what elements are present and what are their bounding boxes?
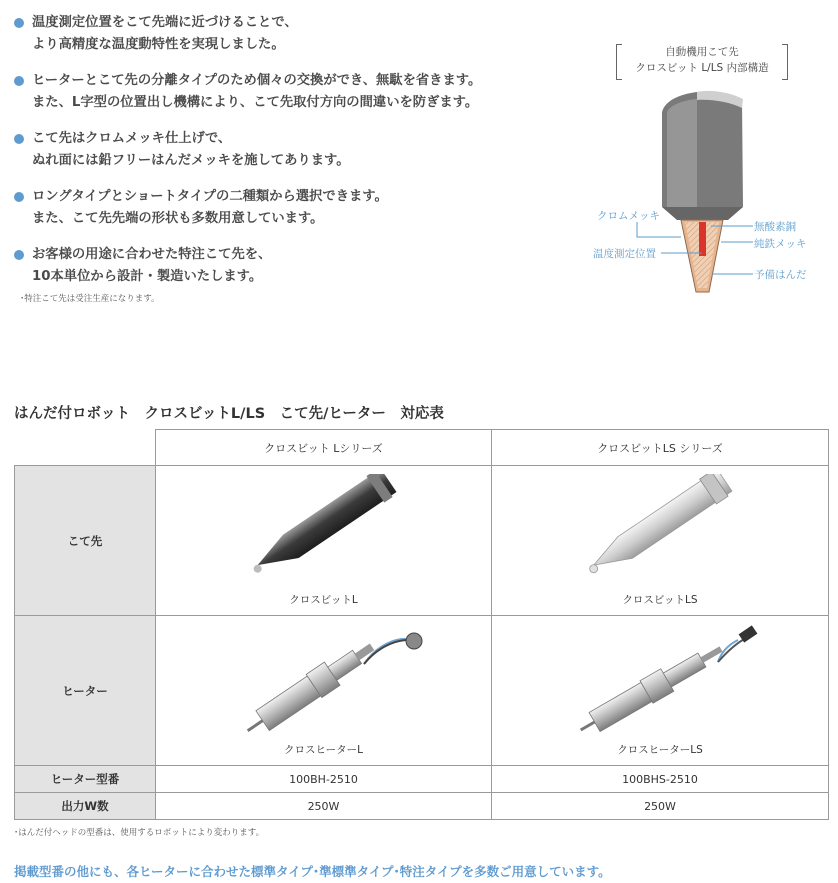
bullet-icon <box>14 76 24 86</box>
corner-cell <box>15 430 156 466</box>
model-ls: 100BHS-2510 <box>492 766 829 793</box>
feature-line: ヒーターとこて先の分離タイプのため個々の交換ができ、無駄を省きます。 <box>32 73 482 88</box>
compatibility-table <box>14 429 829 820</box>
feature-item <box>14 12 574 56</box>
bullet-icon <box>14 18 24 28</box>
table-row <box>15 793 829 820</box>
tip-l-cell <box>156 466 492 616</box>
sleeve-highlight <box>667 99 697 207</box>
tip-l-image <box>214 474 434 574</box>
feature-item <box>14 70 574 114</box>
heater-l-cell <box>156 616 492 766</box>
feature-line: こて先はクロムメッキ仕上げで、 <box>32 131 232 146</box>
label-oxygen-free-copper: 無酸素銅 <box>754 221 796 233</box>
diagram-title-line: クロスビット L/LS 内部構造 <box>635 62 769 74</box>
feature-line: お客様の用途に合わせた特注こて先を、 <box>32 247 272 262</box>
diagram-title-line: 自動機用こて先 <box>665 46 739 58</box>
column-header-l: クロスビット Lシリーズ <box>156 430 492 466</box>
table-header-row <box>15 430 829 466</box>
bracket-right <box>782 44 788 80</box>
table-title: はんだ付ロボット クロスビットL/LS こて先/ヒーター 対応表 <box>14 406 444 422</box>
tip-ls-cell <box>492 466 829 616</box>
row-header-tip: こて先 <box>15 466 156 616</box>
table-row <box>15 616 829 766</box>
custom-tip-note: ･特注こて先は受注生産になります。 <box>20 294 160 304</box>
tip-l-caption: クロスビットL <box>289 594 358 606</box>
model-l: 100BH-2510 <box>156 766 492 793</box>
heater-l-image <box>214 624 434 734</box>
feature-line: また、こて先先端の形状も多数用意しています。 <box>32 211 324 226</box>
label-iron-plating: 純鉄メッキ <box>754 238 807 250</box>
feature-line: 10本単位から設計・製造いたします。 <box>32 269 263 284</box>
heater-l-caption: クロスヒーターL <box>284 744 363 756</box>
feature-line: ぬれ面には鉛フリーはんだメッキを施してあります。 <box>32 153 350 168</box>
bullet-icon <box>14 134 24 144</box>
feature-item <box>14 128 574 172</box>
bracket-left <box>616 44 622 80</box>
feature-line: 温度測定位置をこて先端に近づけることで、 <box>32 15 298 30</box>
column-header-ls: クロスビットLS シリーズ <box>492 430 829 466</box>
feature-line: ロングタイプとショートタイプの二種類から選択できます。 <box>32 189 388 204</box>
cross-section-drawing <box>585 42 825 302</box>
head-model-footnote: ･はんだ付ヘッドの型番は、使用するロボットにより変わります。 <box>14 828 265 838</box>
internal-structure-diagram <box>585 42 825 302</box>
feature-line: また、L字型の位置出し機構により、こて先取付方向の間違いを防ぎます。 <box>32 95 479 110</box>
power-ls: 250W <box>492 793 829 820</box>
taper-collar <box>662 207 743 220</box>
leader-line <box>637 222 681 237</box>
row-header-heater: ヒーター <box>15 616 156 766</box>
feature-item <box>14 186 574 230</box>
tip-ls-image <box>550 474 770 574</box>
label-chrome-plating: クロムメッキ <box>597 210 660 222</box>
row-header-model: ヒーター型番 <box>15 766 156 793</box>
tip-ls-caption: クロスビットLS <box>622 594 698 606</box>
heater-ls-caption: クロスヒーターLS <box>617 744 703 756</box>
bottom-notice: 掲載型番の他にも、各ヒーターに合わせた標準タイプ･準標準タイプ･特注タイプを多数ご用意しています。 <box>14 864 611 879</box>
bullet-icon <box>14 250 24 260</box>
temperature-sensor <box>699 222 706 256</box>
table-row <box>15 466 829 616</box>
heater-ls-cell <box>492 616 829 766</box>
table-row <box>15 766 829 793</box>
heater-ls-image <box>550 624 770 734</box>
feature-item <box>14 244 574 288</box>
label-pre-solder: 予備はんだ <box>754 269 807 281</box>
feature-list <box>14 12 574 302</box>
bullet-icon <box>14 192 24 202</box>
feature-line: より高精度な温度動特性を実現しました。 <box>32 37 285 52</box>
label-temperature-position: 温度測定位置 <box>593 248 656 260</box>
row-header-power: 出力W数 <box>15 793 156 820</box>
diagram-title <box>616 44 788 78</box>
power-l: 250W <box>156 793 492 820</box>
